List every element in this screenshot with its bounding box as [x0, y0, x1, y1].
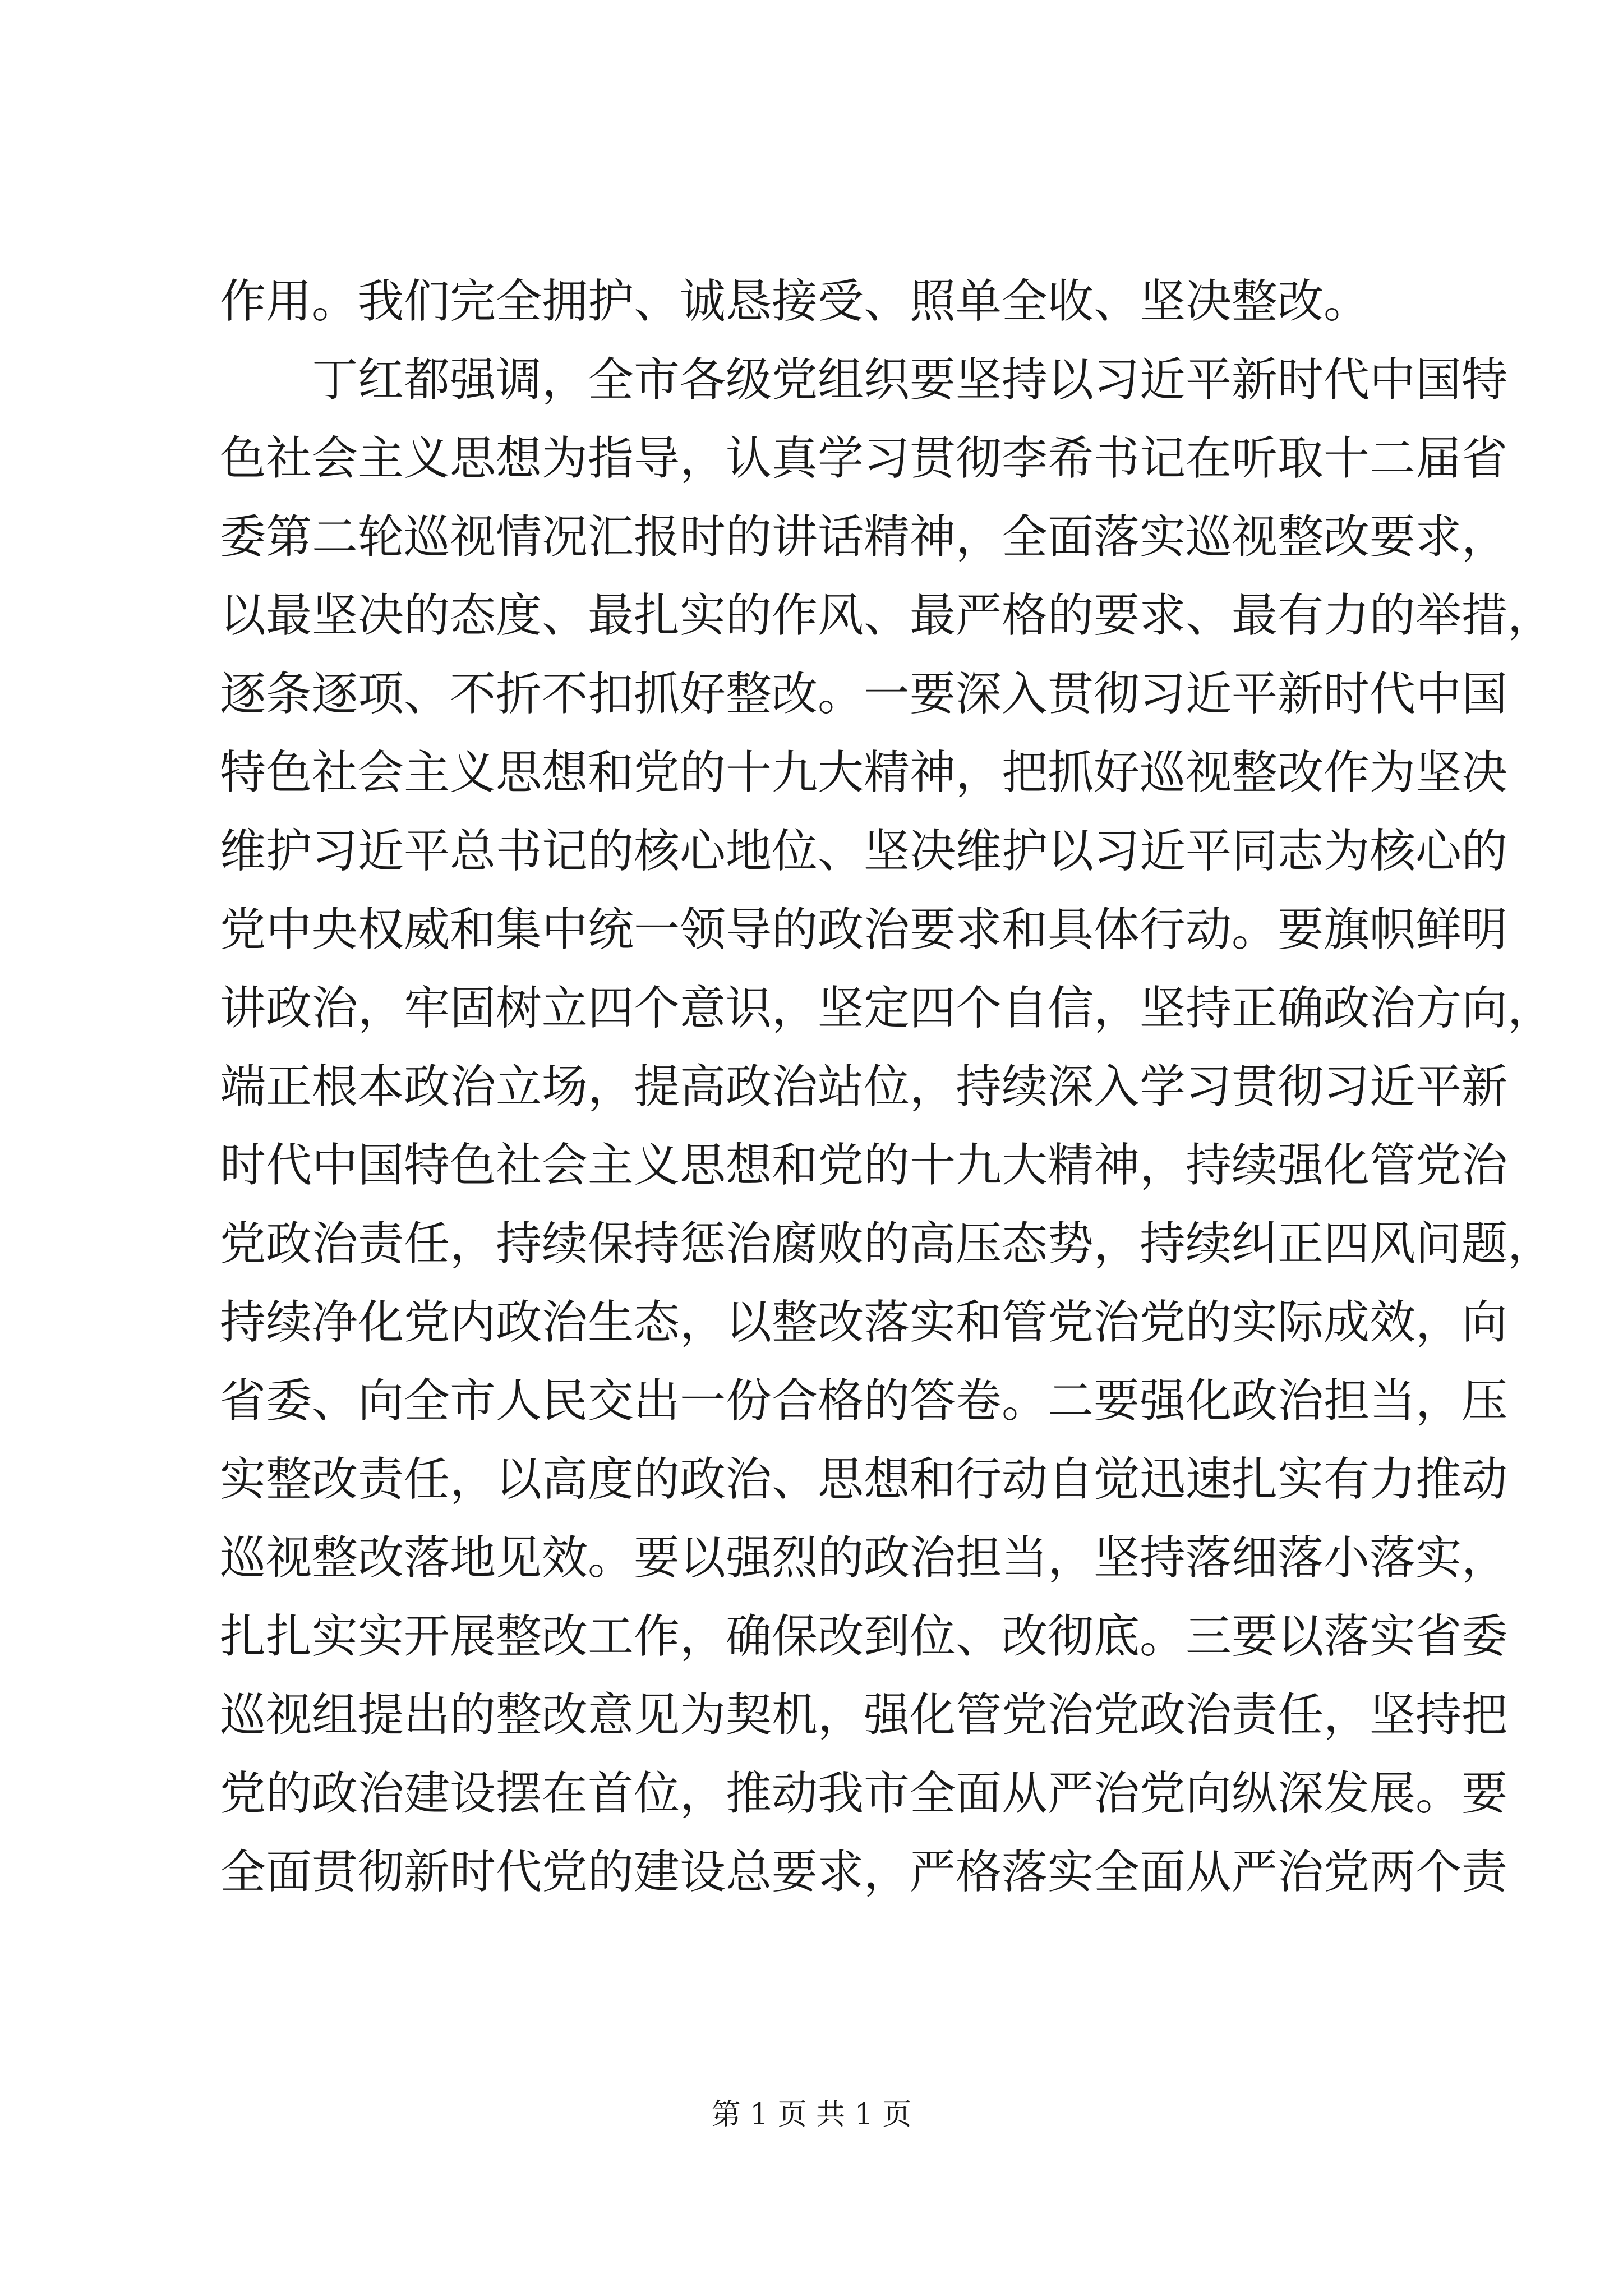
text-line: 作用。我们完全拥护、诚恳接受、照单全收、坚决整改。: [220, 275, 1370, 328]
text-line: 丁红都强调，全市各级党组织要坚持以习近平新时代中国特: [312, 353, 1508, 407]
text-line: 持续净化党内政治生态，以整改落实和管党治党的实际成效，向: [220, 1296, 1508, 1349]
text-line: 全面贯彻新时代党的建设总要求，严格落实全面从严治党两个责: [220, 1846, 1508, 1899]
text-line: 端正根本政治立场，提高政治站位，持续深入学习贯彻习近平新: [220, 1060, 1508, 1114]
text-line: 时代中国特色社会主义思想和党的十九大精神，持续强化管党治: [220, 1139, 1508, 1192]
text-line: 巡视整改落地见效。要以强烈的政治担当，坚持落细落小落实，: [220, 1531, 1508, 1585]
text-line: 逐条逐项、不折不扣抓好整改。一要深入贯彻习近平新时代中国: [220, 668, 1508, 721]
text-line: 党政治责任，持续保持惩治腐败的高压态势，持续纠正四风问题，: [220, 1217, 1554, 1271]
text-line: 省委、向全市人民交出一份合格的答卷。二要强化政治担当，压: [220, 1374, 1508, 1428]
text-line: 巡视组提出的整改意见为契机，强化管党治党政治责任，坚持把: [220, 1688, 1508, 1742]
text-line: 特色社会主义思想和党的十九大精神，把抓好巡视整改作为坚决: [220, 746, 1508, 799]
document-body: [220, 263, 1554, 1912]
text-line: 扎扎实实开展整改工作，确保改到位、改彻底。三要以落实省委: [220, 1610, 1508, 1663]
text-line: 党的政治建设摆在首位，推动我市全面从严治党向纵深发展。要: [220, 1767, 1508, 1820]
text-line: 维护习近平总书记的核心地位、坚决维护以习近平同志为核心的: [220, 825, 1508, 878]
page-number-footer: 第 1 页 共 1 页: [711, 2098, 912, 2132]
text-line: 党中央权威和集中统一领导的政治要求和具体行动。要旗帜鲜明: [220, 903, 1508, 956]
text-line: 实整改责任，以高度的政治、思想和行动自觉迅速扎实有力推动: [220, 1453, 1508, 1506]
text-line: 讲政治，牢固树立四个意识，坚定四个自信，坚持正确政治方向，: [220, 982, 1554, 1035]
text-line: 色社会主义思想为指导，认真学习贯彻李希书记在听取十二届省: [220, 432, 1508, 485]
text-line: 以最坚决的态度、最扎实的作风、最严格的要求、最有力的举措，: [220, 589, 1554, 642]
text-line: 委第二轮巡视情况汇报时的讲话精神，全面落实巡视整改要求，: [220, 510, 1508, 564]
